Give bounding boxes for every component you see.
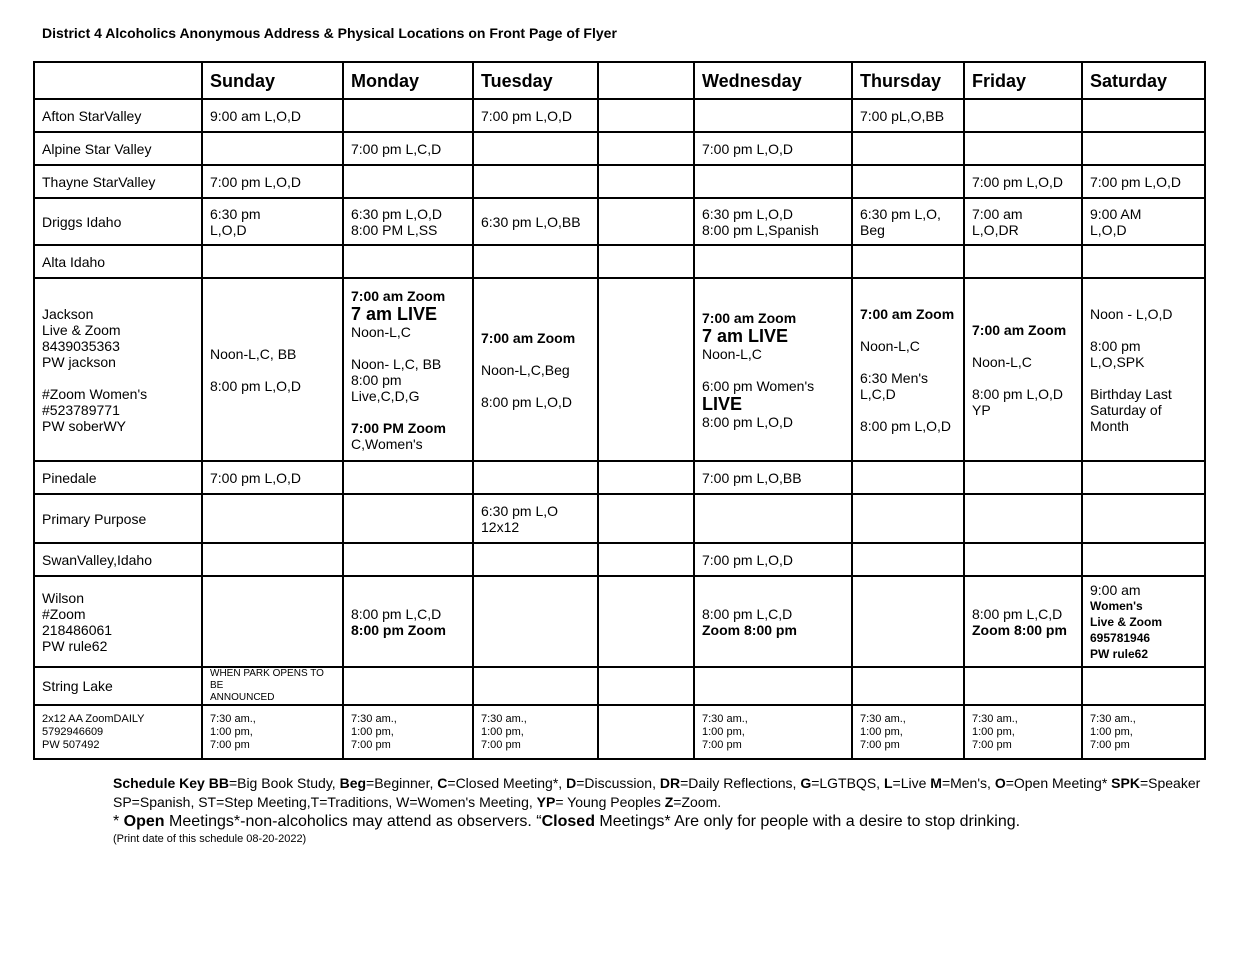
cell-line: ANNOUNCED	[210, 692, 275, 703]
cell-line: LIVE	[702, 393, 743, 414]
cell-line: 8:00 pm L,C,D	[972, 605, 1063, 622]
cell-line: Zoom 8:00 pm	[702, 621, 797, 638]
cell-line: Jackson	[42, 305, 94, 322]
meeting-cell	[964, 494, 1082, 543]
key-text: Meetings* Are only for people with a desire to stop drinking.	[594, 813, 1021, 830]
meeting-cell	[473, 99, 598, 132]
cell-line: 8:00 pm L,C,D	[702, 605, 793, 622]
cell-line: 8:00 pm Zoom	[351, 621, 446, 638]
cell-line: 6:30 pm L,O	[481, 502, 559, 519]
cell-line: PW 507492	[42, 738, 100, 751]
meeting-cell	[964, 576, 1082, 667]
day-header: Thursday	[852, 62, 964, 99]
meeting-cell	[202, 494, 343, 543]
meeting-cell	[852, 245, 964, 278]
cell-line: 9:00 AM	[1090, 205, 1142, 222]
cell-line: 12x12	[481, 518, 520, 535]
key-term: D	[566, 775, 577, 791]
cell-line: 7:00 pL,O,BB	[860, 107, 945, 124]
location-cell	[34, 278, 202, 461]
meeting-cell	[694, 667, 852, 705]
key-text: =Daily Reflections,	[680, 775, 801, 791]
table-row	[34, 461, 1205, 494]
cell-line: Live,C,D,G	[351, 387, 420, 404]
cell-line: 7:00 am Zoom	[860, 305, 955, 322]
meeting-cell	[852, 543, 964, 576]
table-row	[34, 165, 1205, 198]
key-term: Open	[123, 813, 165, 830]
meeting-schedule-table	[33, 61, 1206, 760]
meeting-cell	[852, 494, 964, 543]
cell-line: Driggs Idaho	[42, 213, 122, 230]
cell-line: 7:00 pm L,O,D	[210, 173, 302, 190]
meeting-cell	[473, 198, 598, 245]
meeting-cell	[598, 132, 694, 165]
key-text: =Live	[892, 775, 931, 791]
cell-line: L,O,SPK	[1090, 353, 1145, 370]
key-term: YP	[536, 794, 556, 810]
meeting-cell	[202, 543, 343, 576]
cell-line: 7:00 pm L,C,D	[351, 140, 442, 157]
meeting-cell	[1082, 576, 1205, 667]
meeting-cell	[473, 278, 598, 461]
line-spacer	[972, 338, 1074, 354]
location-cell	[34, 132, 202, 165]
meeting-cell	[202, 132, 343, 165]
meeting-cell	[694, 245, 852, 278]
cell-line: 7:00 pm	[1090, 738, 1130, 751]
key-term: C	[437, 775, 448, 791]
cell-line: Afton StarValley	[42, 107, 142, 124]
line-spacer	[860, 402, 956, 418]
cell-line: 1:00 pm,	[860, 725, 903, 738]
meeting-cell	[694, 99, 852, 132]
day-header: Tuesday	[473, 62, 598, 99]
cell-line: 5792946609	[42, 725, 104, 738]
schedule-key-line-2	[113, 793, 1200, 812]
cell-line: 7:30 am.,	[481, 712, 527, 725]
meeting-cell	[852, 198, 964, 245]
cell-line: 695781946	[1090, 630, 1151, 645]
cell-line: PW rule62	[42, 637, 108, 654]
cell-line: Pinedale	[42, 469, 97, 486]
meeting-cell	[202, 198, 343, 245]
cell-line: #523789771	[42, 401, 120, 418]
cell-line: 7:00 pm L,O,D	[702, 140, 794, 157]
meeting-cell	[964, 165, 1082, 198]
key-text: =LGTBQS,	[811, 775, 884, 791]
cell-line: WHEN PARK OPENS TO BE	[210, 668, 324, 691]
key-term: L	[883, 775, 893, 791]
key-text: =Men's,	[941, 775, 995, 791]
cell-line: 7:30 am.,	[351, 712, 397, 725]
schedule-key-line-1	[113, 774, 1200, 793]
cell-line: Noon-L,C,Beg	[481, 361, 570, 378]
meeting-cell	[852, 576, 964, 667]
cell-line: 7:30 am.,	[702, 712, 748, 725]
meeting-cell	[694, 494, 852, 543]
meeting-cell	[598, 705, 694, 759]
cell-line: 1:00 pm,	[210, 725, 253, 738]
cell-line: 8:00 pm L,Spanish	[702, 221, 819, 238]
day-header: Saturday	[1082, 62, 1205, 99]
cell-line: 6:30 Men's	[860, 369, 929, 386]
cell-line: Noon-L,C	[972, 353, 1032, 370]
cell-line: 8439035363	[42, 337, 120, 354]
meeting-cell	[598, 461, 694, 494]
cell-line: 6:30 pm L,O,D	[702, 205, 794, 222]
cell-line: 8:00 pm L,O,D	[972, 385, 1064, 402]
meeting-cell	[1082, 132, 1205, 165]
meeting-cell	[1082, 245, 1205, 278]
cell-line: L,O,DR	[972, 221, 1019, 238]
location-cell	[34, 543, 202, 576]
cell-line: 8:00 PM L,SS	[351, 221, 438, 238]
line-spacer	[481, 378, 590, 394]
meeting-cell	[964, 132, 1082, 165]
meeting-cell	[473, 245, 598, 278]
cell-line: Noon-L,C	[351, 323, 411, 340]
meeting-cell	[473, 705, 598, 759]
page-title: District 4 Alcoholics Anonymous Address & Physical Locations on Front Page of Flyer	[42, 25, 617, 41]
key-term: M	[930, 775, 942, 791]
meeting-cell	[964, 461, 1082, 494]
meeting-cell	[473, 494, 598, 543]
cell-line: 7:00 pm	[351, 738, 391, 751]
location-cell	[34, 165, 202, 198]
table-row	[34, 543, 1205, 576]
cell-line: 8:00 pm L,C,D	[351, 605, 442, 622]
meeting-cell	[1082, 494, 1205, 543]
location-cell	[34, 99, 202, 132]
cell-line: Noon-L,C	[702, 345, 762, 362]
cell-line: 6:30 pm L,O,BB	[481, 213, 581, 230]
cell-line: 7:00 pm	[972, 738, 1012, 751]
day-header: Friday	[964, 62, 1082, 99]
meeting-cell	[598, 99, 694, 132]
cell-line: 7:00 pm L,O,D	[972, 173, 1064, 190]
meeting-cell	[202, 667, 343, 705]
cell-line: 8:00 pm L,O,D	[860, 417, 952, 434]
meeting-cell	[202, 278, 343, 461]
meeting-cell	[852, 278, 964, 461]
cell-line: Thayne StarValley	[42, 173, 156, 190]
meeting-cell	[964, 198, 1082, 245]
meeting-cell	[473, 576, 598, 667]
meeting-cell	[852, 165, 964, 198]
table-row	[34, 576, 1205, 667]
table-row	[34, 198, 1205, 245]
cell-line: Alpine Star Valley	[42, 140, 152, 157]
cell-line: L,C,D	[860, 385, 896, 402]
meeting-cell	[343, 705, 473, 759]
key-text: Meetings*-non-alcoholics may attend as observers. “	[164, 813, 542, 830]
key-term: Z	[664, 794, 674, 810]
cell-line: 7:00 pm	[481, 738, 521, 751]
cell-line: 1:00 pm,	[481, 725, 524, 738]
meeting-cell	[694, 705, 852, 759]
cell-line: 8:00 pm	[1090, 337, 1141, 354]
key-text: =Speaker	[1139, 775, 1201, 791]
meeting-cell	[598, 198, 694, 245]
location-cell	[34, 494, 202, 543]
key-text: =Big Book Study,	[228, 775, 340, 791]
meeting-cell	[1082, 705, 1205, 759]
key-text: SP=Spanish, ST=Step Meeting,T=Traditions, W=Women's Meeting,	[113, 794, 537, 810]
meeting-cell	[343, 543, 473, 576]
cell-line: SwanValley,Idaho	[42, 551, 152, 568]
cell-line: 7:30 am.,	[1090, 712, 1136, 725]
meeting-cell	[343, 99, 473, 132]
key-term: SPK	[1111, 775, 1140, 791]
cell-line: Zoom 8:00 pm	[972, 621, 1067, 638]
cell-line: Month	[1090, 417, 1129, 434]
meeting-cell	[343, 667, 473, 705]
line-spacer	[860, 322, 956, 338]
meeting-cell	[852, 99, 964, 132]
line-spacer	[1090, 370, 1197, 386]
cell-line: 7:00 am Zoom	[481, 329, 576, 346]
meeting-cell	[343, 278, 473, 461]
cell-line: 8:00 pm L,O,D	[702, 413, 794, 430]
meeting-cell	[964, 705, 1082, 759]
cell-line: #Zoom Women's	[42, 385, 148, 402]
cell-line: Women's	[1090, 598, 1143, 613]
cell-line: Live & Zoom	[42, 321, 121, 338]
cell-line: PW jackson	[42, 353, 116, 370]
cell-line: Saturday of	[1090, 401, 1162, 418]
meeting-cell	[598, 576, 694, 667]
key-text: =Closed Meeting*,	[447, 775, 567, 791]
cell-line: 7 am LIVE	[702, 325, 789, 346]
cell-line: Primary Purpose	[42, 510, 147, 527]
meeting-cell	[852, 461, 964, 494]
cell-line: 7:00 pm	[702, 738, 742, 751]
cell-line: Noon-L,C	[860, 337, 920, 354]
meeting-cell	[343, 198, 473, 245]
key-term: Schedule Key BB	[113, 775, 229, 791]
meeting-cell	[598, 245, 694, 278]
meeting-cell	[202, 165, 343, 198]
meeting-cell	[202, 705, 343, 759]
cell-line: String Lake	[42, 678, 113, 694]
cell-line: 7:00 PM Zoom	[351, 419, 446, 436]
meeting-cell	[694, 461, 852, 494]
cell-line: 7:00 pm L,O,D	[210, 469, 302, 486]
day-header: Sunday	[202, 62, 343, 99]
cell-line: 7:00 am	[972, 205, 1023, 222]
meeting-cell	[1082, 278, 1205, 461]
meeting-cell	[598, 278, 694, 461]
meeting-cell	[473, 667, 598, 705]
table-row	[34, 99, 1205, 132]
key-text: =Zoom.	[673, 794, 722, 810]
location-cell	[34, 245, 202, 278]
cell-line: YP	[972, 401, 991, 418]
cell-line: 7:00 pm L,O,D	[481, 107, 573, 124]
line-spacer	[210, 362, 335, 378]
meeting-cell	[694, 543, 852, 576]
meeting-cell	[343, 494, 473, 543]
table-row	[34, 245, 1205, 278]
cell-line: Alta Idaho	[42, 253, 106, 270]
meeting-cell	[964, 543, 1082, 576]
cell-line: Birthday Last	[1090, 385, 1172, 402]
meeting-cell	[473, 543, 598, 576]
day-header: Monday	[343, 62, 473, 99]
meeting-cell	[1082, 543, 1205, 576]
table-row	[34, 667, 1205, 705]
open-closed-note	[113, 812, 1200, 832]
meeting-cell	[694, 165, 852, 198]
key-text: =Open Meeting*	[1005, 775, 1112, 791]
line-spacer	[860, 354, 956, 370]
print-date: (Print date of this schedule 08-20-2022)	[113, 833, 307, 845]
day-header: Wednesday	[694, 62, 852, 99]
cell-line: 1:00 pm,	[351, 725, 394, 738]
cell-line: 1:00 pm,	[1090, 725, 1133, 738]
cell-line: 7:30 am.,	[860, 712, 906, 725]
cell-line: 9:00 am L,O,D	[210, 107, 302, 124]
cell-line: Wilson	[42, 589, 85, 606]
location-cell	[34, 461, 202, 494]
meeting-cell	[598, 494, 694, 543]
meeting-cell	[598, 165, 694, 198]
key-text: =Discussion,	[576, 775, 660, 791]
cell-line: 1:00 pm,	[702, 725, 745, 738]
meeting-cell	[473, 132, 598, 165]
day-header	[598, 62, 694, 99]
cell-line: #Zoom	[42, 605, 86, 622]
line-spacer	[481, 346, 590, 362]
cell-line: 218486061	[42, 621, 113, 638]
cell-line: PW soberWY	[42, 417, 127, 434]
cell-line: 2x12 AA ZoomDAILY	[42, 712, 145, 725]
meeting-cell	[598, 667, 694, 705]
meeting-cell	[1082, 165, 1205, 198]
location-cell	[34, 705, 202, 759]
meeting-cell	[964, 278, 1082, 461]
cell-line: 7:00 pm	[210, 738, 250, 751]
cell-line: C,Women's	[351, 435, 423, 452]
meeting-cell	[473, 165, 598, 198]
cell-line: 9:00 am	[1090, 581, 1141, 598]
meeting-cell	[852, 705, 964, 759]
location-header-cell	[34, 62, 202, 99]
cell-line: 6:30 pm L,O,	[860, 205, 941, 222]
day-header-row	[34, 62, 1205, 99]
cell-line: 7:00 am Zoom	[972, 321, 1067, 338]
cell-line: 7:00 pm L,O,D	[1090, 173, 1182, 190]
cell-line: 6:30 pm	[210, 205, 261, 222]
key-term: DR	[659, 775, 681, 791]
location-cell	[34, 198, 202, 245]
cell-line: 7 am LIVE	[351, 303, 438, 324]
meeting-cell	[473, 461, 598, 494]
key-term: Closed	[541, 813, 595, 830]
cell-line: 7:00 pm	[860, 738, 900, 751]
meeting-cell	[202, 576, 343, 667]
meeting-cell	[202, 99, 343, 132]
cell-line: 8:00 pm L,O,D	[210, 377, 302, 394]
line-spacer	[42, 370, 194, 386]
cell-line: 7:30 am.,	[972, 712, 1018, 725]
meeting-cell	[852, 132, 964, 165]
meeting-cell	[1082, 198, 1205, 245]
meeting-cell	[598, 543, 694, 576]
meeting-cell	[343, 461, 473, 494]
meeting-cell	[1082, 461, 1205, 494]
line-spacer	[351, 404, 465, 420]
table-row	[34, 132, 1205, 165]
table-row	[34, 494, 1205, 543]
meeting-cell	[694, 278, 852, 461]
key-term: G	[800, 775, 812, 791]
cell-line: 7:00 am Zoom	[702, 309, 797, 326]
meeting-cell	[694, 132, 852, 165]
cell-line: Noon-L,C, BB	[210, 345, 297, 362]
cell-line: L,O,D	[1090, 221, 1127, 238]
meeting-cell	[343, 132, 473, 165]
cell-line: 1:00 pm,	[972, 725, 1015, 738]
key-term: Beg	[339, 775, 367, 791]
meeting-cell	[202, 245, 343, 278]
key-text: =Beginner,	[366, 775, 438, 791]
meeting-cell	[852, 667, 964, 705]
line-spacer	[702, 362, 844, 378]
cell-line: 7:00 pm L,O,D	[702, 551, 794, 568]
location-cell	[34, 667, 202, 705]
line-spacer	[972, 370, 1074, 386]
meeting-cell	[343, 245, 473, 278]
table-row	[34, 705, 1205, 759]
line-spacer	[351, 340, 465, 356]
cell-line: Noon- L,C, BB	[351, 355, 442, 372]
cell-line: Noon - L,O,D	[1090, 305, 1173, 322]
cell-line: 7:00 pm L,O,BB	[702, 469, 802, 486]
cell-line: Beg	[860, 221, 885, 238]
meeting-cell	[343, 165, 473, 198]
key-text: *	[113, 813, 124, 830]
key-text: = Young Peoples	[555, 794, 665, 810]
cell-line: 6:00 pm Women's	[702, 377, 815, 394]
table-row	[34, 278, 1205, 461]
line-spacer	[1090, 322, 1197, 338]
cell-line: 7:30 am.,	[210, 712, 256, 725]
meeting-cell	[694, 198, 852, 245]
cell-line: PW rule62	[1090, 646, 1149, 661]
cell-line: 7:00 am Zoom	[351, 287, 446, 304]
meeting-cell	[964, 667, 1082, 705]
cell-line: 8:00 pm L,O,D	[481, 393, 573, 410]
meeting-cell	[202, 461, 343, 494]
cell-line: 6:30 pm L,O,D	[351, 205, 443, 222]
cell-line: 8:00 pm	[351, 371, 402, 388]
location-cell	[34, 576, 202, 667]
meeting-cell	[343, 576, 473, 667]
meeting-cell	[694, 576, 852, 667]
meeting-cell	[964, 99, 1082, 132]
schedule-key	[113, 774, 1200, 847]
meeting-cell	[964, 245, 1082, 278]
cell-line: L,O,D	[210, 221, 247, 238]
meeting-cell	[1082, 99, 1205, 132]
key-term: O	[994, 775, 1006, 791]
meeting-cell	[1082, 667, 1205, 705]
cell-line: Live & Zoom	[1090, 614, 1163, 629]
